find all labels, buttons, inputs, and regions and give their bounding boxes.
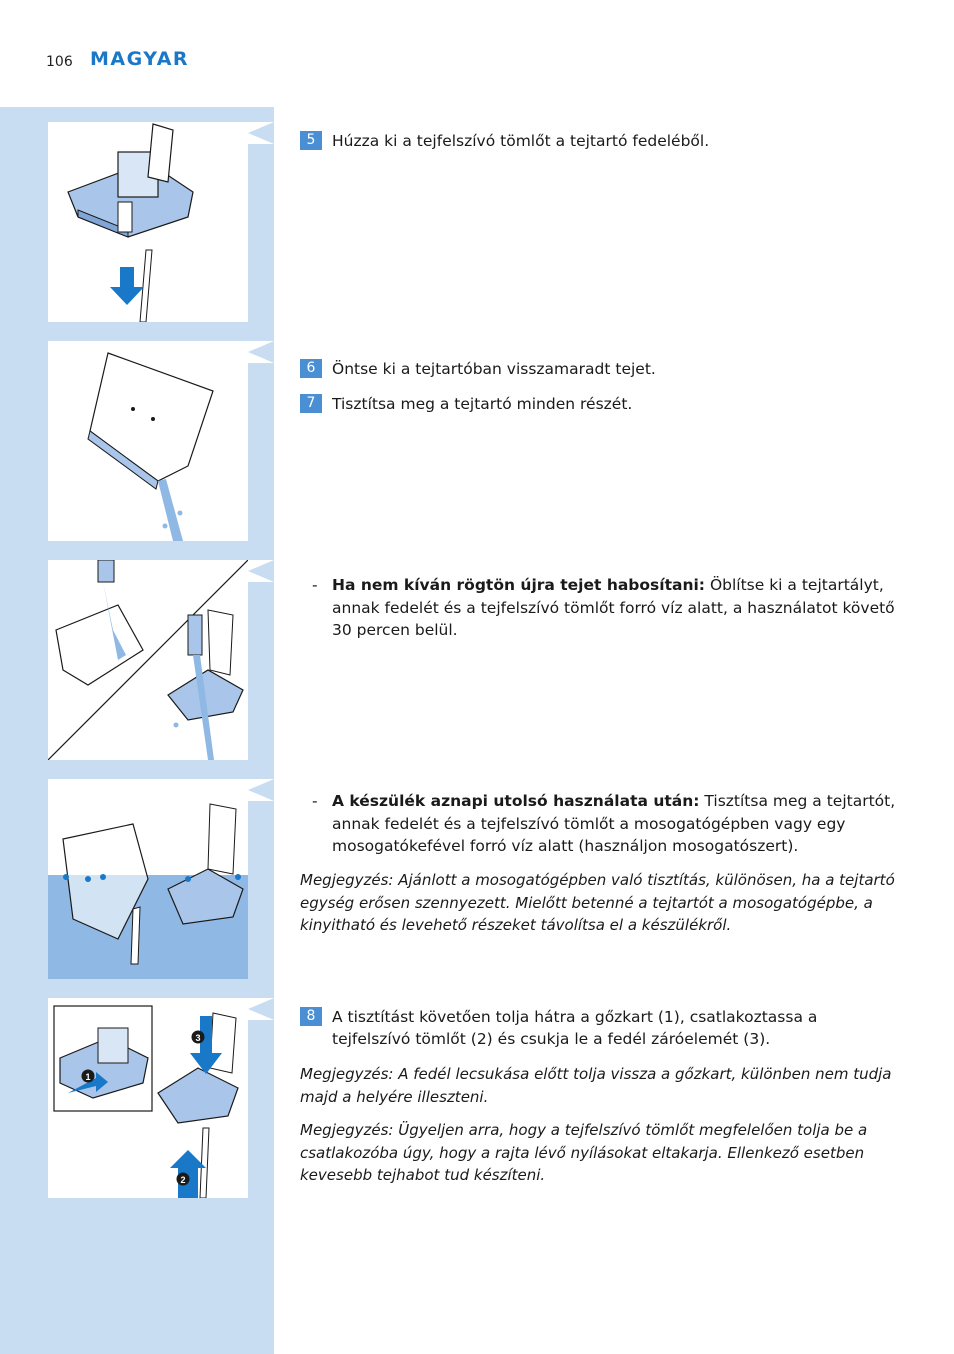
illustration-dishwasher [48, 779, 248, 979]
illustration-rinse [48, 560, 248, 760]
bullet-dash: - [312, 576, 318, 594]
step-number: 7 [300, 394, 322, 413]
illustration-remove-tube [48, 122, 248, 322]
step-number: 6 [300, 359, 322, 378]
step-text: Húzza ki a tejfelszívó tömlőt a tejtartó fedeléből. [332, 132, 710, 150]
section-title: MAGYAR [90, 48, 190, 70]
note-steam-wand: Megjegyzés: A fedél lecsukása előtt tolja vissza a gőzkart, különben nem tudja majd a helyére illeszteni. [300, 1065, 892, 1106]
illustration-reassemble [48, 998, 248, 1198]
bullet-dash: - [312, 792, 318, 810]
note-dishwasher: Megjegyzés: Ajánlott a mosogatógépben való tisztítás, különösen, ha a tejtartó egység erősen szennyezett. Mielőtt betenné a tejtartót a mosogatógépbe, a kinyitható és levehető részeket távolítsa el a készülékről. [300, 871, 895, 934]
bullet-bold: Ha nem kíván rögtön újra tejet habosítani: [332, 576, 706, 594]
note-tube: Megjegyzés: Ügyeljen arra, hogy a tejfelszívó tömlőt megfelelően tolja be a csatlakozóba úgy, hogy a rajta lévő nyílásokat eltakarja. Ellenkező esetben kevesebb tejhabot tud készíteni. [300, 1121, 868, 1184]
panel-notch [248, 779, 274, 801]
panel-notch [248, 998, 274, 1020]
bullet-text [332, 574, 900, 642]
step-number: 8 [300, 1007, 322, 1026]
figure-label-2: 2 [180, 1175, 186, 1185]
bullet-body: Tisztítsa meg a tejtartót, annak fedelét és a tejfelszívó tömlőt a mosogatógépben vagy egy mosogatókefével forró víz alatt (használjon mosogatószert). [332, 792, 896, 855]
step-number: 5 [300, 131, 322, 150]
step-text: Öntse ki a tejtartóban visszamaradt tejet. [332, 360, 656, 378]
bullet-text [332, 790, 900, 858]
bullet-bold: A készülék aznapi utolsó használata után: [332, 792, 700, 810]
step-text: Tisztítsa meg a tejtartó minden részét. [332, 395, 633, 413]
panel-notch [248, 122, 274, 144]
step-text: A tisztítást követően tolja hátra a gőzkart (1), csatlakoztassa a tejfelszívó tömlőt (2) és csukja le a fedél záróelemét (3). [332, 1008, 818, 1048]
page-number: 106 [46, 54, 73, 70]
panel-notch [248, 560, 274, 582]
figure-label-3: 3 [195, 1033, 201, 1043]
bullet-body: Öblítse ki a tejtartályt, annak fedelét és a tejfelszívó tömlőt forró víz alatt, a használatot követő 30 percen belül. [332, 576, 895, 639]
figure-label-1: 1 [85, 1072, 91, 1082]
panel-notch [248, 341, 274, 363]
illustration-pour-milk [48, 341, 248, 541]
